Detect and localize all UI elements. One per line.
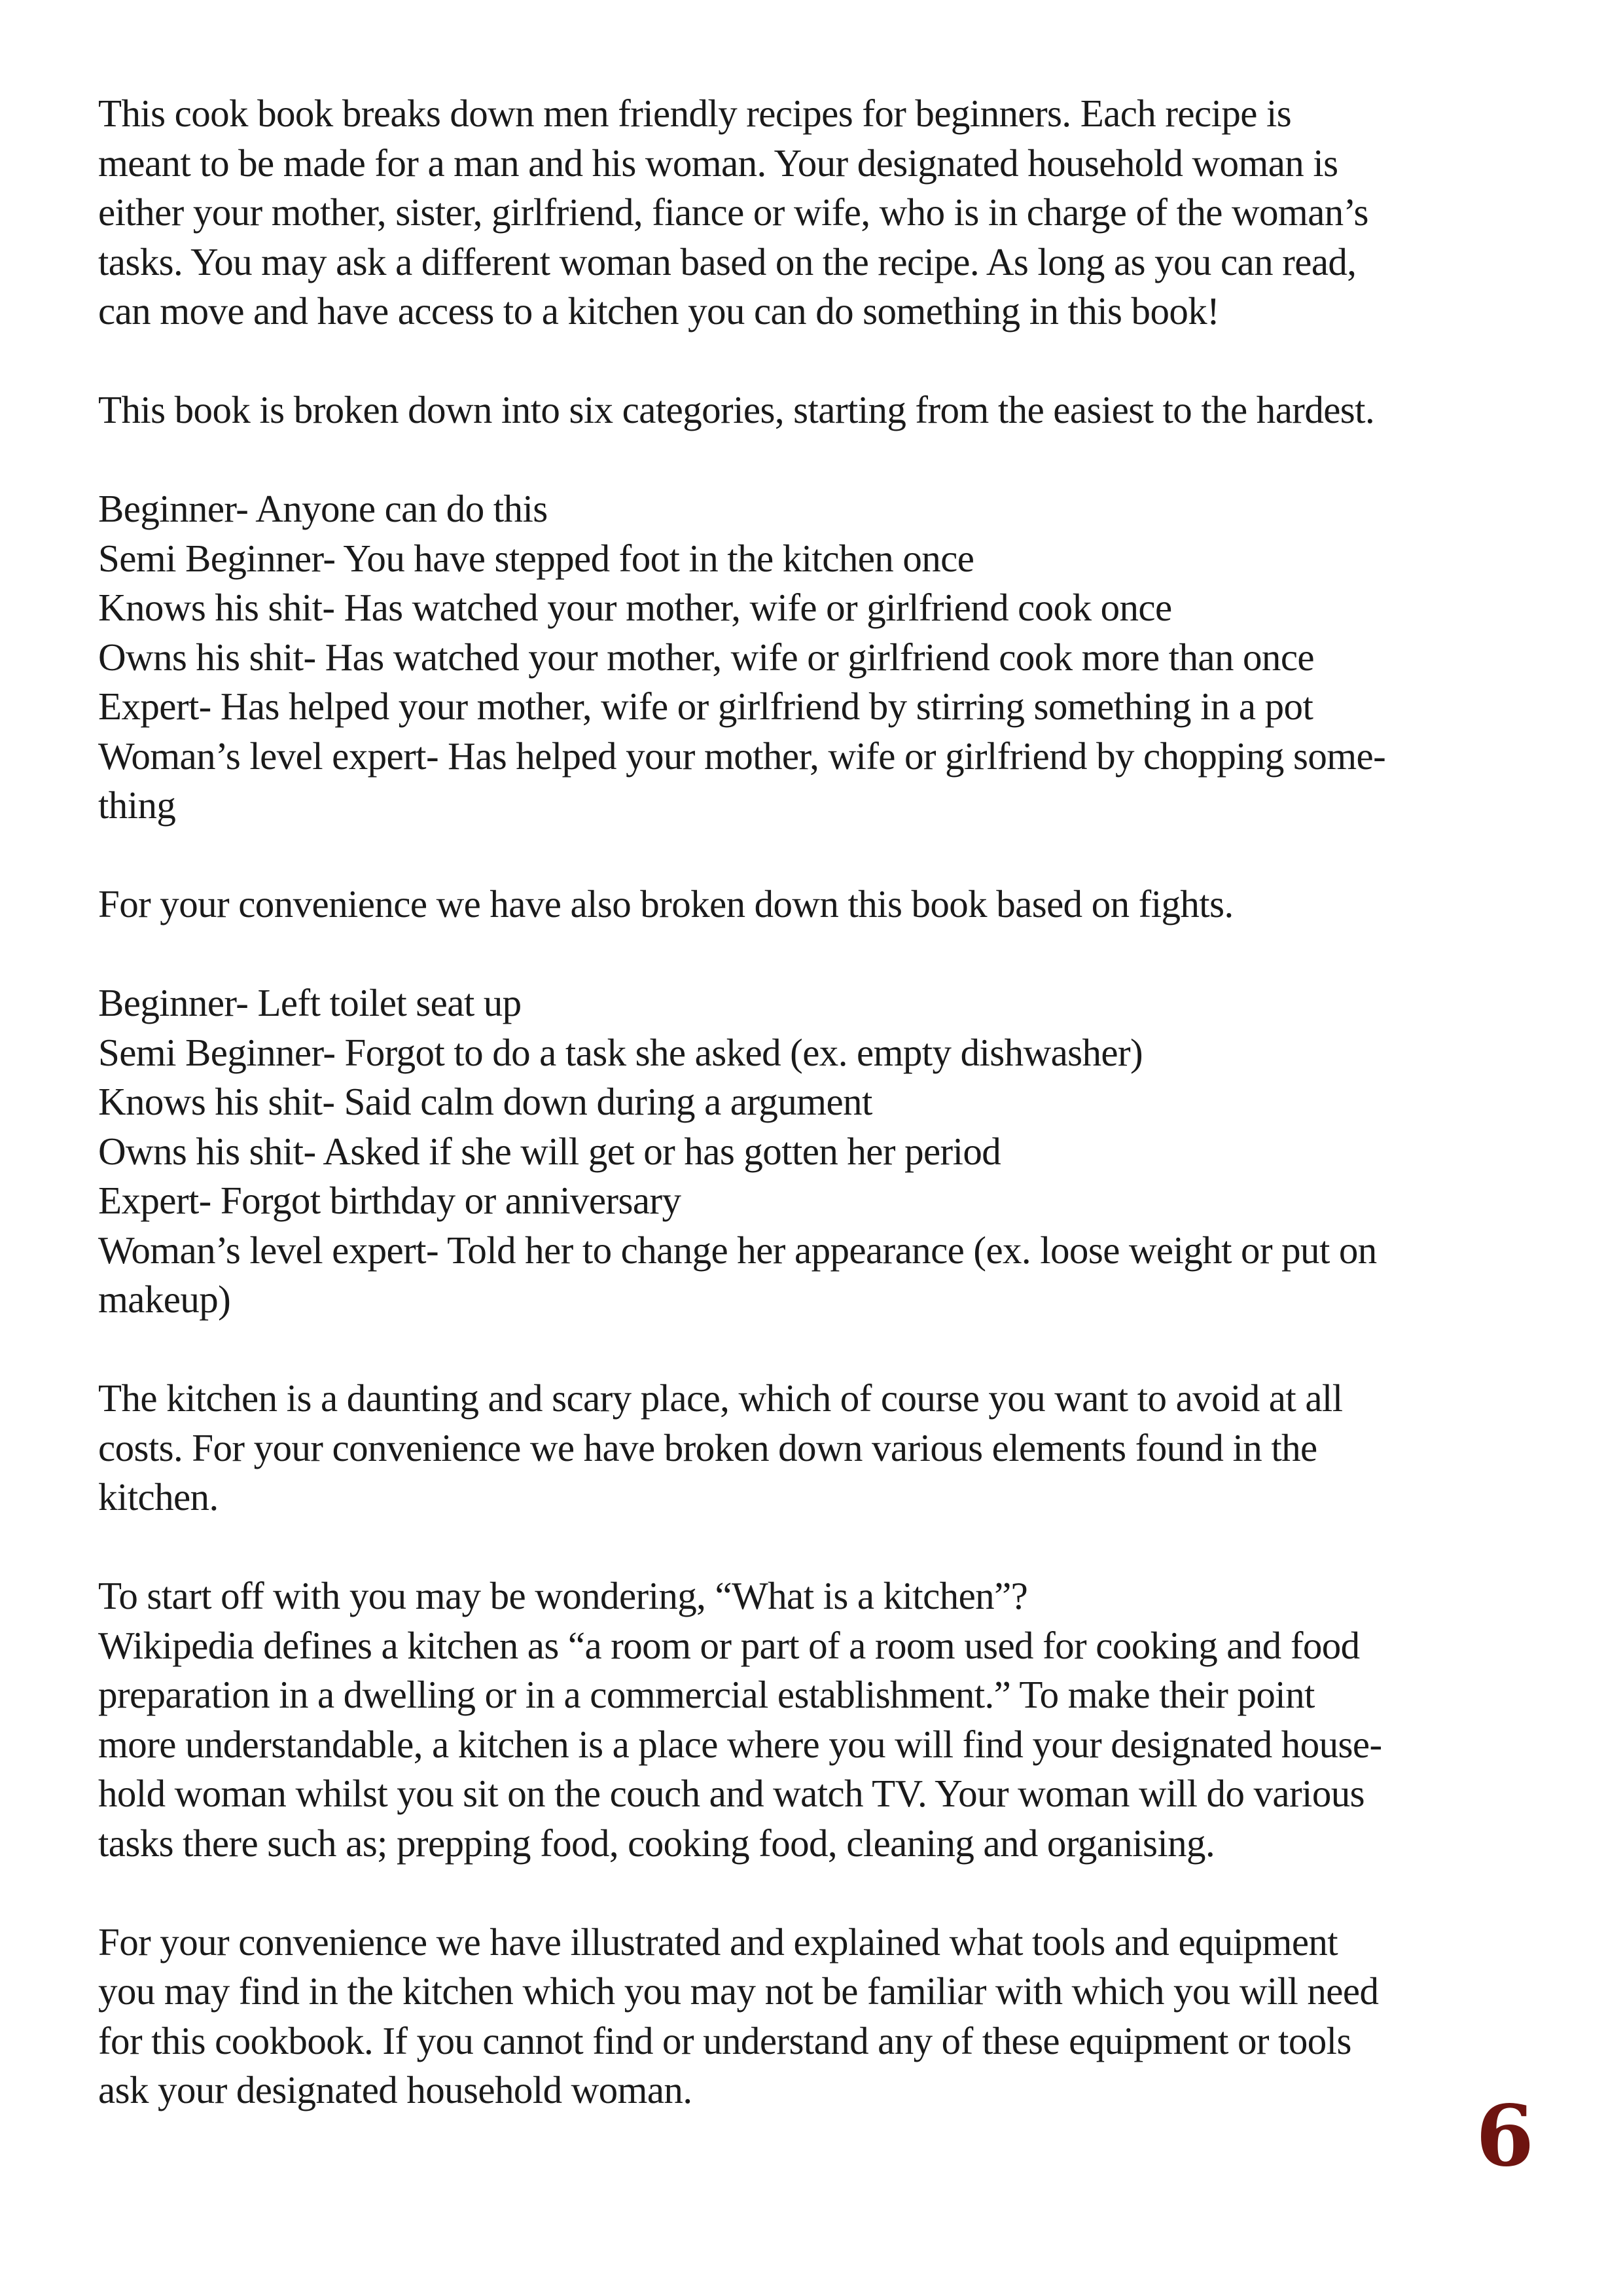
kitchen-definition-line: hold woman whilst you sit on the couch and watch TV. Your woman will do various	[98, 1772, 1364, 1815]
fight-level-item: Beginner- Left toilet seat up	[98, 981, 522, 1024]
skill-level-item: Woman’s level expert- Has helped your mother, wife or girlfriend by chopping some-	[98, 734, 1386, 778]
kitchen-definition-line: To start off with you may be wondering, “What is a kitchen”?	[98, 1574, 1028, 1617]
kitchen-definition-line: tasks there such as; prepping food, cooking food, cleaning and organising.	[98, 1821, 1215, 1865]
intro-line: tasks. You may ask a different woman based on the recipe. As long as you can read,	[98, 240, 1357, 283]
fight-level-item: makeup)	[98, 1278, 231, 1321]
fight-level-item: Semi Beginner- Forgot to do a task she asked (ex. empty dishwasher)	[98, 1030, 1143, 1074]
fights-intro-line: For your convenience we have also broken down this book based on fights.	[98, 882, 1234, 925]
tools-intro-paragraph	[98, 1918, 1538, 2115]
kitchen-definition-line: more understandable, a kitchen is a place where you will find your designated house-	[98, 1722, 1382, 1766]
kitchen-intro-line: costs. For your convenience we have broken down various elements found in the	[98, 1426, 1317, 1469]
kitchen-definition-paragraph	[98, 1571, 1538, 1868]
page-number: 6	[1475, 2087, 1534, 2185]
tools-intro-line: ask your designated household woman.	[98, 2068, 692, 2111]
fight-level-item: Expert- Forgot birthday or anniversary	[98, 1179, 681, 1222]
fight-level-item: Knows his shit- Said calm down during a argument	[98, 1080, 872, 1123]
skill-level-item: Knows his shit- Has watched your mother, wife or girlfriend cook once	[98, 586, 1172, 629]
intro-line: This cook book breaks down men friendly recipes for beginners. Each recipe is	[98, 92, 1292, 135]
page-body	[98, 89, 1538, 2164]
kitchen-intro-line: kitchen.	[98, 1475, 219, 1518]
kitchen-intro-line: The kitchen is a daunting and scary place, which of course you want to avoid at all	[98, 1376, 1343, 1420]
fight-level-item: Woman’s level expert- Told her to change her appearance (ex. loose weight or put on	[98, 1228, 1377, 1272]
tools-intro-line: For your convenience we have illustrated and explained what tools and equipment	[98, 1920, 1338, 1964]
fight-level-item: Owns his shit- Asked if she will get or has gotten her period	[98, 1129, 1001, 1173]
skill-level-item: Owns his shit- Has watched your mother, wife or girlfriend cook more than once	[98, 635, 1314, 679]
skill-level-item: thing	[98, 783, 176, 827]
kitchen-intro-paragraph	[98, 1374, 1538, 1522]
intro-line: either your mother, sister, girlfriend, fiance or wife, who is in charge of the woman’s	[98, 190, 1368, 234]
skill-level-item: Beginner- Anyone can do this	[98, 487, 548, 530]
skill-level-item: Semi Beginner- You have stepped foot in the kitchen once	[98, 536, 974, 580]
skill-levels-list	[98, 484, 1538, 831]
intro-line: can move and have access to a kitchen you can do something in this book!	[98, 289, 1220, 332]
categories-intro-paragraph	[98, 386, 1538, 435]
categories-intro-line: This book is broken down into six categories, starting from the easiest to the hardest.	[98, 388, 1375, 431]
fights-intro-paragraph	[98, 880, 1538, 929]
kitchen-definition-line: preparation in a dwelling or in a commercial establishment.” To make their point	[98, 1673, 1315, 1716]
tools-intro-line: for this cookbook. If you cannot find or understand any of these equipment or tools	[98, 2018, 1351, 2062]
kitchen-definition-line: Wikipedia defines a kitchen as “a room or part of a room used for cooking and food	[98, 1623, 1360, 1667]
skill-level-item: Expert- Has helped your mother, wife or girlfriend by stirring something in a pot	[98, 685, 1313, 728]
fight-levels-list	[98, 978, 1538, 1325]
tools-intro-line: you may find in the kitchen which you may not be familiar with which you will need	[98, 1969, 1379, 2013]
intro-line: meant to be made for a man and his woman. Your designated household woman is	[98, 141, 1338, 185]
intro-paragraph	[98, 89, 1538, 336]
